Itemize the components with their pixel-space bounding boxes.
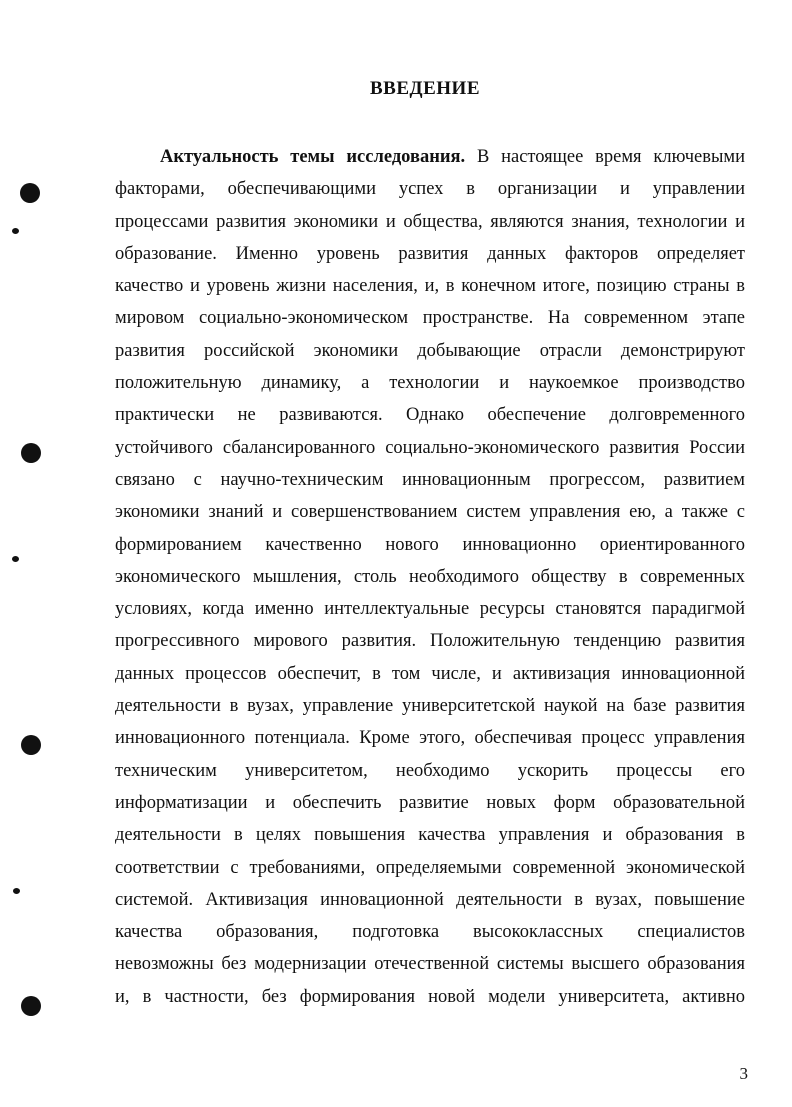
- text-line-23: соответствии с требованиями, определяемыми современной экономической: [115, 857, 745, 878]
- lead-phrase: Актуальность темы исследования.: [160, 147, 466, 167]
- binder-mark-1: [12, 228, 19, 234]
- text-line-15: условиях, когда именно интеллектуальные ресурсы становятся парадигмой: [115, 599, 745, 620]
- text-line-25: качества образования, подготовка высококлассных специалистов: [115, 922, 745, 943]
- text-line-10: устойчивого сбалансированного социально-экономического развития России: [115, 437, 745, 458]
- text-line-19: инновационного потенциала. Кроме этого, обеспечивая процесс управления: [115, 728, 745, 749]
- text-line-22: деятельности в целях повышения качества управления и образования в: [115, 825, 745, 846]
- text-line-2: факторами, обеспечивающими успех в организации и управлении: [115, 179, 745, 200]
- text-line-16: прогрессивного мирового развития. Положительную тенденцию развития: [115, 631, 745, 652]
- binder-hole-2: [21, 443, 41, 463]
- text-line-21: информатизации и обеспечить развитие новых форм образовательной: [115, 792, 745, 813]
- binder-mark-3: [13, 888, 20, 894]
- text-line-26: невозможны без модернизации отечественной системы высшего образования: [115, 954, 745, 975]
- binder-hole-4: [21, 996, 41, 1016]
- text-line-14: экономического мышления, столь необходимого обществу в современных: [115, 566, 745, 587]
- text-line-3: процессами развития экономики и общества, являются знания, технологии и: [115, 211, 745, 232]
- text-line-5: качество и уровень жизни населения, и, в конечном итоге, позицию страны в: [115, 276, 745, 297]
- text-line-17: данных процессов обеспечит, в том числе, и активизация инновационной: [115, 663, 745, 684]
- text-line-8: положительную динамику, а технологии и наукоемкое производство: [115, 373, 745, 394]
- text-line-27: и, в частности, без формирования новой модели университета, активно: [115, 986, 745, 1007]
- text-line-20: техническим университетом, необходимо ускорить процессы его: [115, 760, 745, 781]
- text-line-11: связано с научно-техническим инновационным прогрессом, развитием: [115, 469, 745, 490]
- text-line-6: мировом социально-экономическом пространстве. На современном этапе: [115, 308, 745, 329]
- binder-mark-2: [12, 556, 19, 562]
- text-line-4: образование. Именно уровень развития данных факторов определяет: [115, 243, 745, 264]
- text-line-18: деятельности в вузах, управление университетской наукой на базе развития: [115, 696, 745, 717]
- text-line-9: практически не развиваются. Однако обеспечение долговременного: [115, 405, 745, 426]
- page-number: 3: [739, 1064, 748, 1083]
- body-paragraph: [115, 141, 745, 1013]
- binder-hole-1: [20, 183, 40, 203]
- text-line-24: системой. Активизация инновационной деятельности в вузах, повышение: [115, 889, 745, 910]
- binder-hole-3: [21, 735, 41, 755]
- text-line-12: экономики знаний и совершенствованием систем управления ею, а также с: [115, 502, 745, 523]
- page-title: ВВЕДЕНИЕ: [370, 78, 480, 99]
- text-line-7: развития российской экономики добывающие отрасли демонстрируют: [115, 340, 745, 361]
- text-line-1: Актуальность темы исследования. В настоящее время ключевыми: [160, 147, 745, 167]
- text-line-13: формированием качественно нового инновационно ориентированного: [115, 534, 745, 555]
